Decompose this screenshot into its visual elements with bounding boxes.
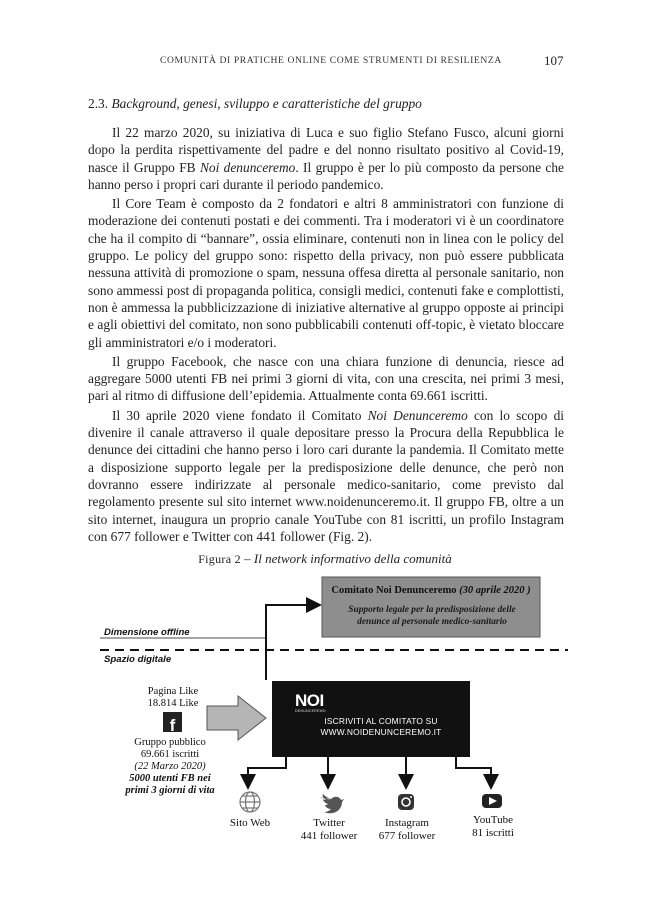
committee-description: Supporto legale per la predisposizione delle denunce al personale medico-sanitario: [348, 605, 516, 627]
instagram-icon: [398, 794, 414, 810]
section-number: 2.3.: [88, 96, 109, 111]
group-members: 69.661 iscritti: [140, 749, 200, 760]
figure-title: Il network informativo della comunità: [253, 551, 452, 566]
figure-label: Figura 2: [198, 552, 241, 566]
twitter-icon: [320, 794, 344, 813]
figure-dash: –: [240, 551, 254, 566]
p1-italic: Noi denunceremo: [199, 159, 296, 175]
noi-logo-sub: DENUNCEREMO: [295, 709, 326, 713]
instagram-label: Instagram: [385, 817, 429, 829]
sito-web-label: Sito Web: [229, 817, 271, 829]
channel-youtube: [460, 814, 526, 840]
youtube-icon: [482, 794, 502, 808]
channel-sito-web: [220, 817, 280, 829]
paragraph-3: Il gruppo Facebook, che nasce con una chiara funzione di denuncia, riesce ad aggregare 5000 utenti FB nei primi 3 giorni di vita, con una crescita, nei primi 3 mesi, pari al ritmo di diffusione dell’epidemia. Attualmente conta 69.661 iscritti.: [88, 353, 564, 404]
group-date: (22 Marzo 2020): [134, 761, 206, 772]
p4-text-b: con lo scopo di divenire il canale attraverso il quale depositare presso la Procura della Repubblica le denunce dei cittadini che hanno perso i loro cari durante la pandemia. Il Comitato mette a disposizione supporto legale per la predisposizione delle denunce, che però non dovranno essere indirizzate al personale medico-sanitario, come previsto dal regolamento presente sul sito internet www.noidenunceremo.it. Il gruppo FB, oltre a un sito internet, inaugura un proprio canale YouTube con 81 iscritti, un profilo Instagram con 677 follower e Twitter con 441 follower (Fig. 2).: [88, 407, 564, 544]
channel-twitter: [295, 817, 363, 843]
section-title: Background, genesi, sviluppo e caratteristiche del gruppo: [111, 96, 422, 111]
twitter-label: Twitter: [313, 817, 345, 829]
svg-text:f: f: [169, 716, 176, 735]
page-like-label: Pagina Like: [147, 686, 199, 697]
p4-text-a: Il 30 aprile 2020 viene fondato il Comitato: [112, 407, 368, 423]
p4-italic: Noi Denunceremo: [367, 407, 468, 423]
paragraph-2: Il Core Team è composto da 2 fondatori e altri 8 amministratori con funzione di moderazione dei contenuti postati e dei commenti. Tra i moderatori vi è un coordinatore che ha il compito di “bannare”, ossia eliminare, contenuti non in linea con le policy del gruppo. Le policy del gruppo sono: rispetto della privacy, non può essere pubblicata nessuna attività di promozione o spam, nessuna offesa diretta al personale sanitario, non sono ammessi post di propaganda politica, consigli medici, contenuti fake e complottisti, non è ammessa la pubblicizzazione di iniziative alternative al gruppo opposte ai principi e agli obiettivi del comitato, non sono pubblicabili contenuti off-topic, è vietato bloccare gli amministratori e/o i moderatori.: [88, 196, 565, 350]
page-like-block: [118, 686, 228, 710]
instagram-count: 677 follower: [378, 830, 436, 842]
group-note-2: primi 3 giorni di vita: [125, 785, 215, 796]
arrow-to-sito-web: [248, 757, 286, 786]
group-note-1: 5000 utenti FB nei: [129, 773, 211, 784]
noi-logo: NOI: [295, 691, 324, 710]
group-public-label: Gruppo pubblico: [134, 737, 206, 748]
banner-line-1: ISCRIVITI AL COMITATO SU: [324, 716, 438, 726]
banner-text: [306, 716, 456, 738]
committee-date: (30 aprile 2020 ): [456, 585, 531, 596]
arrow-to-committee: [266, 605, 318, 680]
twitter-count: 441 follower: [300, 830, 358, 842]
youtube-count: 81 iscritti: [472, 827, 514, 839]
p1-text-a: Il 22 marzo 2020, su iniziativa di Luca e suo figlio Stefano Fusco, alcuni giorni dopo la perdita rispettivamente del padre e del nonno risultato positivo al Covid-19, nasce il Gruppo FB: [88, 125, 564, 175]
arrow-to-youtube: [456, 757, 491, 786]
channel-instagram: [372, 817, 442, 843]
banner-line-2: WWW.NOIDENUNCEREMO.IT: [320, 727, 442, 737]
running-title: COMUNITÀ DI PRATICHE ONLINE COME STRUMENTI DI RESILIENZA: [160, 55, 502, 66]
youtube-label: YouTube: [472, 814, 514, 826]
dimension-offline-label: Dimensione offline: [104, 627, 190, 638]
page-like-count: 18.814 Like: [147, 698, 199, 709]
p1-text-b: . Il gruppo è per lo più composto da persone che hanno perso i propri cari durante il periodo pandemico.: [88, 159, 564, 192]
dimension-digital-label: Spazio digitale: [104, 654, 172, 665]
committee-title: [322, 585, 540, 596]
committee-name: Comitato Noi Denunceremo: [331, 585, 457, 596]
group-block: [110, 737, 230, 797]
page-number: 107: [544, 53, 564, 68]
globe-icon: [240, 792, 260, 812]
